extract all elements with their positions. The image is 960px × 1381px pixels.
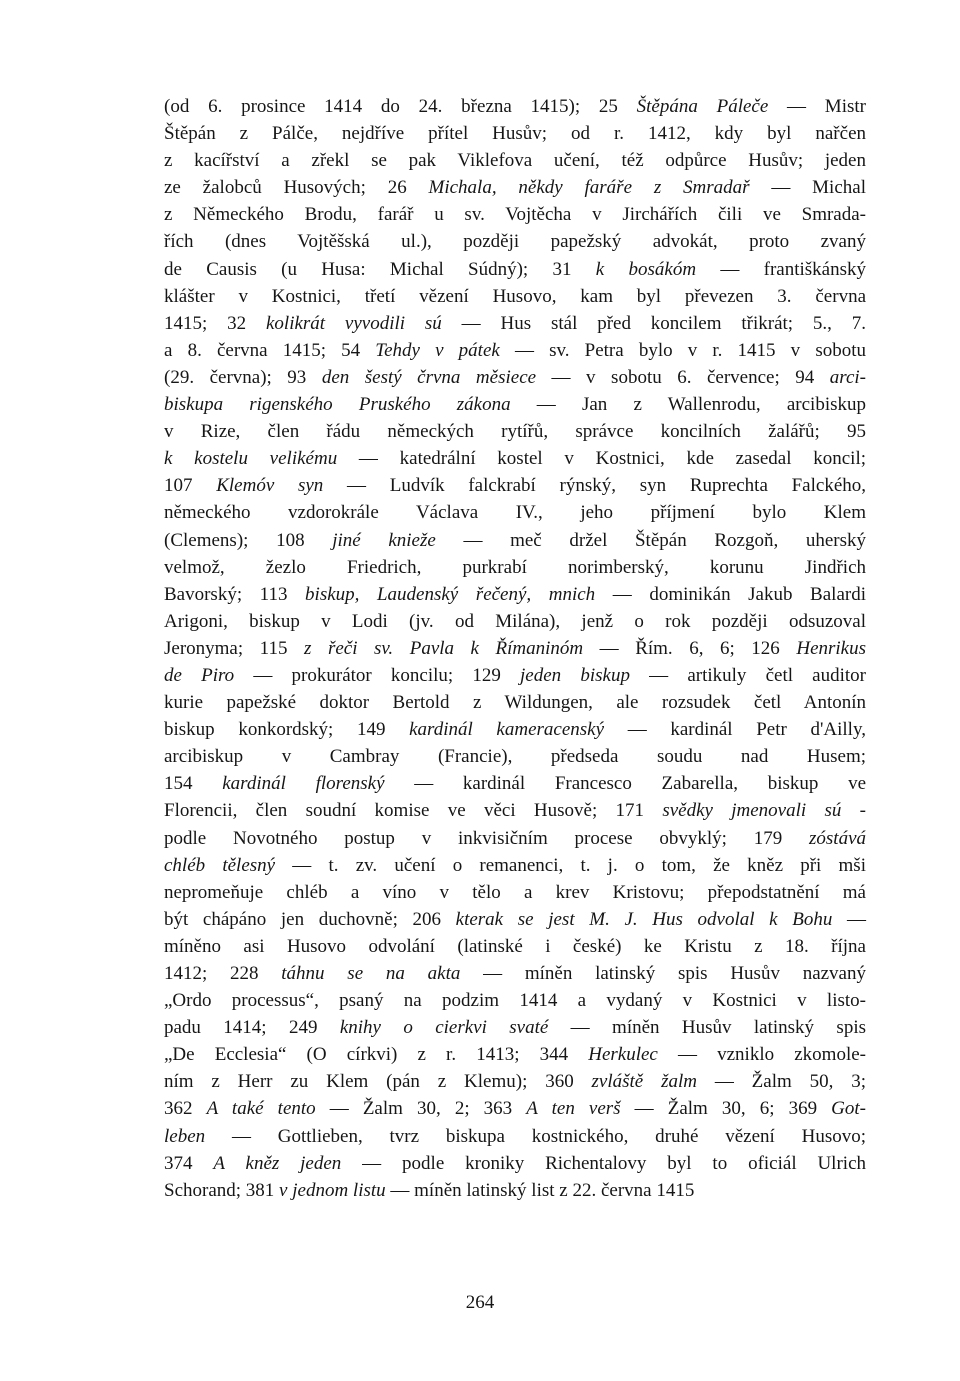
italic-citation: leben bbox=[164, 1125, 206, 1147]
text-line bbox=[164, 933, 866, 960]
text-line bbox=[164, 418, 866, 445]
text-line bbox=[164, 228, 866, 255]
text-segment: — prokurátor koncilu; 129 bbox=[234, 664, 521, 686]
text-segment: podle Novotného postup v inkvisičním procese obvyklý; 179 bbox=[164, 827, 809, 849]
text-segment: 374 bbox=[164, 1152, 214, 1174]
text-segment: (od 6. prosince 1414 do 24. března 1415); 25 bbox=[164, 96, 637, 117]
italic-citation: den šestý črvna měsiece bbox=[321, 366, 537, 388]
italic-citation: kardinál kameracenský bbox=[409, 719, 605, 741]
text-line bbox=[164, 256, 866, 283]
text-segment: biskup konkordský; 149 bbox=[164, 719, 410, 741]
text-line bbox=[164, 770, 866, 797]
text-line bbox=[164, 283, 866, 310]
text-segment: 362 bbox=[164, 1098, 207, 1120]
text-line bbox=[164, 93, 866, 120]
text-segment: Arigoni, biskup v Lodi (jv. od Milána), jenž o rok později odsuzoval bbox=[164, 610, 866, 632]
text-line bbox=[164, 364, 866, 391]
text-segment: — kardinál Petr d'Ailly, bbox=[604, 719, 866, 741]
text-line bbox=[164, 310, 866, 337]
text-segment: velmož, žezlo Friedrich, purkrabí norimberský, korunu Jindřich bbox=[164, 556, 866, 578]
italic-citation: zóstává bbox=[809, 827, 866, 849]
text-segment: — artikuly četl auditor bbox=[629, 664, 867, 686]
italic-citation: kolikrát vyvodili sú bbox=[265, 312, 442, 334]
text-segment: klášter v Kostnici, třetí vězení Husovo, kam byl převezen 3. června bbox=[164, 285, 866, 307]
text-segment: — v sobotu 6. července; 94 bbox=[536, 366, 830, 388]
text-segment: — míněn latinský list z 22. června 1415 bbox=[385, 1179, 695, 1201]
text-segment: ním z Herr zu Klem (pán z Klemu); 360 bbox=[164, 1071, 592, 1093]
text-segment: „De Ecclesia“ (O církvi) z r. 1413; 344 bbox=[164, 1044, 589, 1066]
text-segment: — Michal bbox=[749, 177, 866, 199]
text-line bbox=[164, 608, 866, 635]
text-segment: — františkánský bbox=[696, 258, 866, 280]
text-segment: 1412; 228 bbox=[164, 963, 282, 984]
italic-citation: jeden biskup bbox=[520, 664, 630, 686]
text-segment: Schorand; 381 bbox=[164, 1179, 280, 1201]
text-segment: míněno asi Husovo odvolání (latinské i české) ke Kristu z 18. října bbox=[164, 935, 866, 957]
italic-citation: Henrikus bbox=[796, 637, 866, 659]
italic-citation: Štěpána Páleče bbox=[636, 96, 769, 117]
text-segment: arcibiskup v Cambray (Francie), předseda soudu nad Husem; bbox=[164, 746, 866, 768]
text-segment: řích (dnes Vojtěšská ul.), později papežský advokát, proto zvaný bbox=[164, 231, 866, 253]
text-line bbox=[164, 635, 866, 662]
italic-citation: Herkulec bbox=[588, 1044, 658, 1066]
text-line bbox=[164, 1068, 866, 1095]
text-segment: ze žalobců Husových; 26 bbox=[164, 177, 429, 199]
text-line bbox=[164, 1123, 866, 1150]
page-body bbox=[164, 93, 866, 1204]
page-number: 264 bbox=[465, 1292, 495, 1313]
italic-citation: svědky jmenovali sú bbox=[662, 800, 842, 822]
text-line bbox=[164, 120, 866, 147]
text-segment: 154 bbox=[164, 773, 223, 795]
text-segment: — sv. Petra bylo v r. 1415 v sobotu bbox=[499, 339, 866, 361]
text-segment: Štěpán z Pálče, nejdříve přítel Husův; od r. 1412, kdy byl nařčen bbox=[164, 123, 866, 145]
text-segment: — míněn Husův latinský spis bbox=[548, 1017, 866, 1039]
text-line bbox=[164, 987, 866, 1014]
text-segment: - bbox=[841, 800, 866, 822]
text-line bbox=[164, 743, 866, 770]
italic-citation: jiné knieže bbox=[332, 529, 436, 551]
italic-citation: biskupa rigenského Pruského zákona bbox=[164, 394, 511, 416]
text-line bbox=[164, 797, 866, 824]
text-line bbox=[164, 716, 866, 743]
text-segment: — Jan z Wallenrodu, arcibiskup bbox=[510, 394, 866, 416]
text-segment: německého vzdorokrále Václava IV., jeho příjmení bylo Klem bbox=[164, 502, 866, 524]
italic-citation: de Piro bbox=[164, 664, 235, 686]
italic-citation: k bosákóm bbox=[595, 258, 697, 280]
text-segment: — Hus stál před koncilem třikrát; 5., 7. bbox=[441, 312, 866, 334]
text-segment: „Ordo processus“, psaný na podzim 1414 a vydaný v Kostnici v listo- bbox=[164, 990, 866, 1012]
text-segment: (Clemens); 108 bbox=[164, 529, 333, 551]
text-segment: de Causis (u Husa: Michal Súdný); 31 bbox=[164, 258, 596, 280]
italic-citation: Got- bbox=[831, 1098, 866, 1120]
text-line bbox=[164, 879, 866, 906]
text-segment: (29. června); 93 bbox=[164, 366, 322, 388]
text-segment: nepromeňuje chléb a víno v tělo a krev Kristovu; přepodstatnění má bbox=[164, 881, 866, 903]
text-segment: — Žalm 50, 3; bbox=[696, 1071, 866, 1093]
italic-citation: chléb tělesný bbox=[164, 854, 276, 876]
text-line bbox=[164, 689, 866, 716]
text-segment: — míněn latinský spis Husův nazvaný bbox=[460, 963, 866, 984]
text-line bbox=[164, 825, 866, 852]
text-line bbox=[164, 906, 866, 933]
italic-citation: k kostelu velikému bbox=[164, 448, 338, 470]
text-line bbox=[164, 1095, 866, 1122]
text-segment: — vzniklo zkomole- bbox=[657, 1044, 866, 1066]
text-segment: a 8. června 1415; 54 bbox=[164, 339, 376, 361]
text-line bbox=[164, 472, 866, 499]
text-segment: být chápáno jen duchovně; 206 bbox=[164, 908, 456, 930]
text-line bbox=[164, 1041, 866, 1068]
text-segment: — Gottlieben, tvrz biskupa kostnického, druhé vězení Husovo; bbox=[205, 1125, 866, 1147]
text-segment: — katedrální kostel v Kostnici, kde zasedal koncil; bbox=[337, 448, 867, 470]
text-segment: padu 1414; 249 bbox=[164, 1017, 340, 1039]
italic-citation: kterak se jest M. J. Hus odvolal k Bohu bbox=[455, 908, 833, 930]
text-line bbox=[164, 960, 866, 987]
italic-citation: Tehdy v pátek bbox=[375, 339, 500, 361]
text-line bbox=[164, 852, 866, 879]
italic-citation: knihy o cierkvi svaté bbox=[339, 1017, 549, 1039]
italic-citation: biskup, Laudenský řečený, mnich bbox=[305, 583, 596, 605]
italic-citation: arci- bbox=[829, 366, 866, 388]
text-segment: Florencii, člen soudní komise ve věci Husově; 171 bbox=[164, 800, 663, 822]
text-segment: — Žalm 30, 2; 363 bbox=[315, 1098, 527, 1120]
text-segment: — kardinál Francesco Zabarella, biskup ve bbox=[384, 773, 867, 795]
text-line bbox=[164, 445, 866, 472]
text-segment: — Mistr bbox=[768, 96, 866, 117]
text-segment: — meč držel Štěpán Rozgoň, uherský bbox=[435, 529, 866, 551]
text-segment: z kacířství a zřekl se pak Viklefova učení, též odpůrce Husův; jeden bbox=[164, 150, 866, 172]
text-segment: — Ludvík falckrabí rýnský, syn Ruprechta Falckého, bbox=[323, 475, 867, 497]
text-segment: kurie papežské doktor Bertold z Wildungen, ale rozsudek četl Antonín bbox=[164, 692, 866, 714]
text-segment: Jeronyma; 115 bbox=[164, 637, 305, 659]
text-segment: — Řím. 6, 6; 126 bbox=[583, 637, 797, 659]
italic-citation: A ten verš bbox=[526, 1098, 621, 1120]
text-line bbox=[164, 337, 866, 364]
text-line bbox=[164, 527, 866, 554]
text-segment: — dominikán Jakub Balardi bbox=[595, 583, 866, 605]
text-segment: — podle kroniky Richentalovy byl to oficiál Ulrich bbox=[341, 1152, 867, 1174]
italic-citation: Klemóv syn bbox=[216, 475, 324, 497]
italic-citation: Michala, někdy faráře z Smradař bbox=[428, 177, 750, 199]
italic-citation: táhnu se na akta bbox=[281, 963, 461, 984]
text-segment: 1415; 32 bbox=[164, 312, 266, 334]
text-segment: z Německého Brodu, farář u sv. Vojtěcha v Jirchářích čili ve Smrada- bbox=[164, 204, 866, 226]
italic-citation: A kněz jeden bbox=[213, 1152, 342, 1174]
text-line bbox=[164, 1177, 866, 1204]
italic-citation: kardinál florenský bbox=[222, 773, 385, 795]
text-segment: — Žalm 30, 6; 369 bbox=[620, 1098, 832, 1120]
italic-citation: z řeči sv. Pavla k Římaninóm bbox=[304, 637, 584, 659]
text-segment: Bavorský; 113 bbox=[164, 583, 306, 605]
text-line bbox=[164, 1014, 866, 1041]
text-line bbox=[164, 391, 866, 418]
text-line bbox=[164, 201, 866, 228]
italic-citation: zvláště žalm bbox=[591, 1071, 697, 1093]
text-line bbox=[164, 499, 866, 526]
italic-citation: A také tento bbox=[206, 1098, 316, 1120]
italic-citation: v jednom listu bbox=[279, 1179, 386, 1201]
text-segment: — t. zv. učení o remanenci, t. j. o tom, že kněz při mši bbox=[275, 854, 866, 876]
text-line bbox=[164, 581, 866, 608]
text-segment: 107 bbox=[164, 475, 217, 497]
text-line bbox=[164, 1150, 866, 1177]
text-segment: — bbox=[832, 908, 866, 930]
text-line bbox=[164, 662, 866, 689]
text-line bbox=[164, 174, 866, 201]
text-line bbox=[164, 554, 866, 581]
text-segment: v Rize, člen řádu německých rytířů, správce koncilních žalářů; 95 bbox=[164, 421, 866, 443]
text-line bbox=[164, 147, 866, 174]
